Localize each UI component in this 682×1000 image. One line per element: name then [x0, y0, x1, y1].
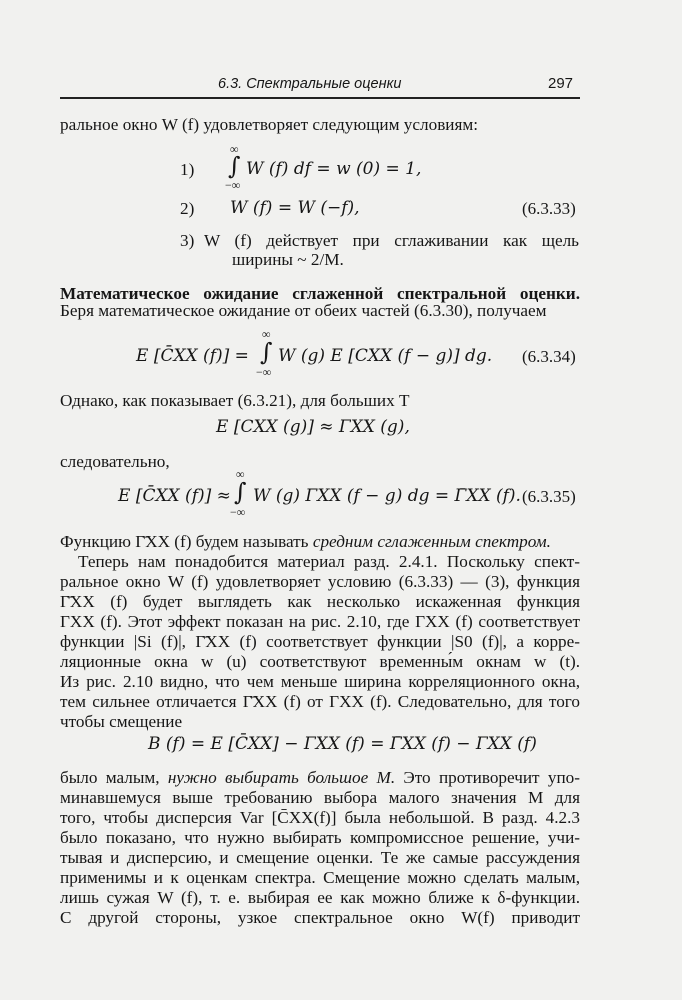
paragraph-5	[60, 552, 580, 732]
paragraph-line: было показано, что нужно выбирать компромиссное решение, учи-	[60, 828, 580, 847]
integral-lower-limit: −∞	[225, 178, 241, 192]
text-run: Это противоречит упо-	[395, 768, 580, 787]
paragraph-line: ляционные окна w (u) соответствуют временны́м окнам w (t).	[60, 652, 580, 671]
condition-3-line: W (f) действует при сглаживании как щель	[204, 231, 579, 250]
paragraph-line: Однако, как показывает (6.3.21), для больших T	[60, 391, 410, 410]
emphasis: нужно выбирать большое M.	[167, 768, 396, 787]
running-header-title: 6.3. Спектральные оценки	[218, 76, 402, 92]
paragraph-line: ральное окно W (f) удовлетворяет условию (6.3.33) — (3), функция	[60, 572, 580, 591]
integral-lower-limit: −∞	[230, 505, 246, 519]
condition-3-line: ширины ~ 2/M.	[232, 250, 344, 269]
page-number: 297	[548, 75, 574, 92]
integral-upper-limit: ∞	[262, 327, 271, 341]
subsection-heading: Математическое ожидание сглаженной спектральной оценки.	[60, 284, 580, 303]
approx-equation: E [CXX (g)] ≈ ΓXX (g),	[216, 417, 410, 437]
integral-upper-limit: ∞	[236, 467, 245, 481]
text-run: Функцию Γ̄XX (f) будем называть	[60, 532, 313, 551]
paragraph-line: Теперь нам понадобится материал разд. 2.4.1. Поскольку спект-	[78, 552, 580, 571]
equation-lhs: E [C̄XX (f)] ≈	[118, 486, 231, 506]
paragraph-line: того, чтобы дисперсия Var [C̄XX(f)] была небольшой. В разд. 4.2.3	[60, 808, 580, 827]
text-run: было малым,	[60, 768, 168, 787]
paragraph-line: С другой стороны, узкое спектральное окно W(f) приводит	[60, 908, 580, 927]
equation-lhs: E [C̄XX (f)] =	[136, 346, 249, 366]
equation-number: (6.3.33)	[522, 199, 576, 218]
emphasis: средним сглаженным спектром.	[312, 532, 551, 551]
condition-1-formula: W (f) df = w (0) = 1,	[246, 159, 422, 179]
equation-number: (6.3.35)	[522, 487, 576, 506]
paragraph-line: Из рис. 2.10 видно, что чем меньше ширина корреляционного окна,	[60, 672, 580, 691]
equation-rhs: W (g) ΓXX (f − g) dg = Γ̄XX (f).	[253, 486, 521, 506]
paragraph-line: Γ̄XX (f) будет выглядеть как несколько искаженная функция	[60, 592, 580, 611]
condition-2-formula: W (f) = W (−f),	[230, 198, 360, 218]
paragraph-line: следовательно,	[60, 452, 170, 471]
equation-rhs: W (g) E [CXX (f − g)] dg.	[278, 346, 493, 366]
integral-lower-limit: −∞	[256, 365, 272, 379]
intro-line: ральное окно W (f) удовлетворяет следующим условиям:	[60, 115, 479, 134]
paragraph-line: лишь сужая W (f), т. е. выбирая ее как можно ближе к δ-функции.	[60, 888, 580, 907]
paragraph-line: функции |Si (f)|, Γ̄XX (f) соответствует функции |S0 (f)|, а корре-	[60, 632, 580, 651]
header-rule	[60, 97, 580, 99]
equation-number: (6.3.34)	[522, 347, 576, 366]
integral-sign: ∫	[260, 338, 273, 366]
condition-number: 2)	[180, 199, 195, 218]
condition-number: 3)	[180, 231, 195, 250]
paragraph-line	[60, 532, 551, 552]
bias-equation: B (f) = E [C̄XX] − ΓXX (f) = Γ̄XX (f) − ΓXX (f)	[148, 734, 537, 754]
integral-upper-limit: ∞	[230, 142, 239, 156]
integral-sign: ∫	[228, 152, 241, 180]
integral-sign: ∫	[234, 478, 247, 506]
paragraph-6	[60, 768, 580, 928]
paragraph-line: чтобы смещение	[60, 712, 183, 731]
paragraph-line: Беря математическое ожидание от обеих частей (6.3.30), получаем	[60, 301, 547, 320]
condition-3-text	[204, 231, 579, 251]
paragraph-line: применимы и к оценкам спектра. Смещение можно сделать малым,	[60, 868, 580, 887]
condition-number: 1)	[180, 160, 195, 179]
paragraph-line: ΓXX (f). Этот эффект показан на рис. 2.10, где ΓXX (f) соответствует	[60, 612, 580, 631]
paragraph-line: тывая и дисперсию, и смещение оценки. Те же самые рассуждения	[60, 848, 580, 867]
paragraph-line: тем сильнее отличается Γ̄XX (f) от ΓXX (f). Следовательно, для того	[60, 692, 580, 711]
paragraph-line: минавшемуся выше требованию выбора малого значения M для	[60, 788, 580, 807]
paragraph-line	[60, 768, 580, 788]
